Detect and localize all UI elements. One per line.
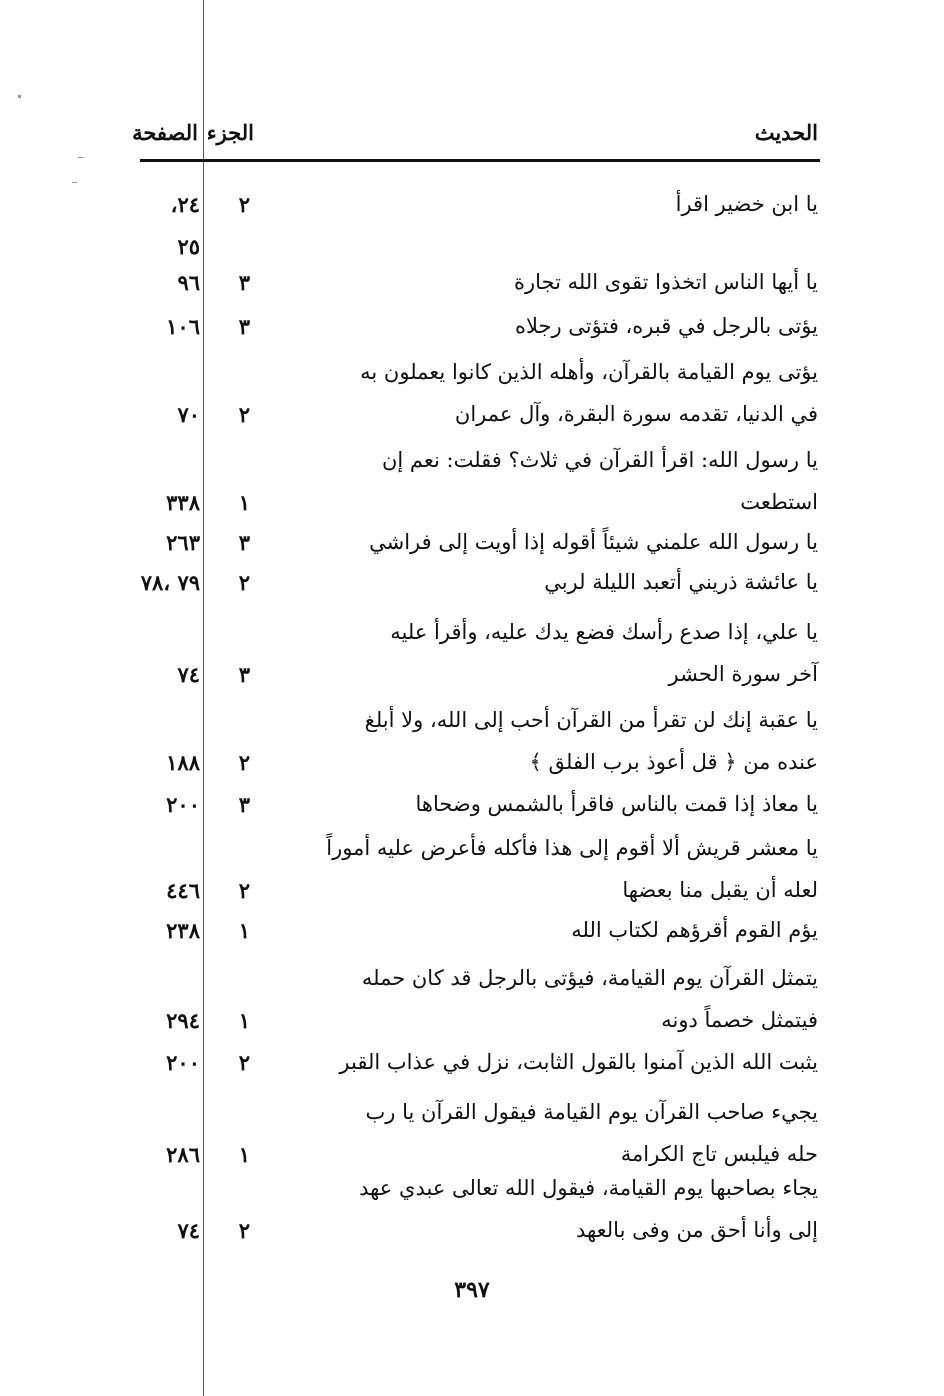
part-number: ٢ [238, 570, 250, 595]
hadith-text-line: استطعت [740, 490, 818, 514]
header-page: الصفحة [132, 120, 198, 145]
part-number: ١ [238, 918, 250, 943]
page-reference: ٧٤ [177, 662, 200, 687]
hadith-text-line: يا رسول الله علمني شيئاً أقوله إذا أويت إلى فراشي [369, 530, 818, 554]
hadith-text-line: يتمثل القرآن يوم القيامة، فيؤتى بالرجل قد كان حمله [361, 966, 818, 990]
hadith-text-line: يا معشر قريش ألا أقوم إلى هذا فأكله فأعرض عليه أموراً [326, 836, 818, 860]
hadith-text-line: لعله أن يقبل منا بعضها [622, 878, 818, 902]
part-number: ٢ [238, 402, 250, 427]
page-reference: ٧٤ [177, 1218, 200, 1243]
hadith-text-line: يثبت الله الذين آمنوا بالقول الثابت، نزل في عذاب القبر [339, 1050, 818, 1074]
part-number: ٢ [238, 750, 250, 775]
page-reference: ٢٠٠ [166, 792, 200, 817]
hadith-text-line: فيتمثل خصماً دونه [661, 1008, 818, 1032]
page-reference: ٢٣٨ [166, 918, 200, 943]
hadith-text-line: في الدنيا، تقدمه سورة البقرة، وآل عمران [454, 402, 818, 426]
column-divider-line [203, 0, 204, 1396]
page-reference: ٣٣٨ [166, 490, 200, 515]
margin-mark [18, 95, 21, 98]
part-number: ٣ [238, 662, 250, 687]
page-reference: ٩٦ [177, 270, 200, 295]
part-number: ٢ [238, 878, 250, 903]
part-number: ٢ [238, 1218, 250, 1243]
margin-mark [72, 182, 77, 183]
page-reference: ٢٦٣ [166, 530, 200, 555]
hadith-text-line: حله فيلبس تاج الكرامة [620, 1142, 818, 1166]
part-number: ٣ [238, 314, 250, 339]
hadith-text-line: يا معاذ إذا قمت بالناس فاقرأ بالشمس وضحاها [415, 792, 818, 816]
part-number: ٣ [238, 270, 250, 295]
page-reference: ٢٤، [170, 192, 200, 217]
hadith-text-line: يا رسول الله: اقرأ القرآن في ثلاث؟ فقلت: نعم إن [381, 448, 818, 472]
header-part: الجزء [206, 120, 254, 145]
page-reference: ١٠٦ [166, 314, 200, 339]
hadith-text-line: يؤتى بالرجل في قبره، فتؤتى رجلاه [514, 314, 818, 338]
part-number: ١ [238, 1008, 250, 1033]
part-number: ٢ [238, 1050, 250, 1075]
page-reference: ٢٠٠ [166, 1050, 200, 1075]
header-rule [140, 159, 820, 162]
header-hadith: الحديث [754, 120, 818, 145]
hadith-text-line: يؤم القوم أقرؤهم لكتاب الله [571, 918, 818, 942]
page-reference: ٧٠ [177, 402, 200, 427]
part-number: ٣ [238, 530, 250, 555]
hadith-text-line: يجيء صاحب القرآن يوم القيامة فيقول القرآن يا رب [365, 1100, 818, 1124]
margin-mark [78, 157, 84, 158]
hadith-text-line: يا علي، إذا صدع رأسك فضع يدك عليه، وأقرأ عليه [390, 620, 818, 644]
page-reference: ٢٥ [177, 234, 200, 259]
hadith-text-line: يا أيها الناس اتخذوا تقوى الله تجارة [513, 270, 818, 294]
hadith-text-line: آخر سورة الحشر [668, 662, 818, 686]
page-reference: ٢٨٦ [166, 1142, 200, 1167]
hadith-text-line: عنده من ﴿ قل أعوذ برب الفلق ﴾ [529, 750, 818, 774]
page-reference: ٤٤٦ [166, 878, 200, 903]
part-number: ٣ [238, 792, 250, 817]
hadith-text-line: يا ابن خضير اقرأ [675, 192, 818, 216]
page-reference: ٢٩٤ [166, 1008, 200, 1033]
hadith-text-line: يا عقبة إنك لن تقرأ من القرآن أحب إلى الله، ولا أبلغ [364, 708, 818, 732]
hadith-text-line: يجاء بصاحبها يوم القيامة، فيقول الله تعالى عبدي عهد [359, 1176, 818, 1200]
hadith-text-line: يا عائشة ذريني أتعبد الليلة لربي [544, 570, 818, 594]
hadith-text-line: إلى وأنا أحق من وفى بالعهد [575, 1218, 818, 1242]
part-number: ٢ [238, 192, 250, 217]
hadith-text-line: يؤتى يوم القيامة بالقرآن، وأهله الذين كانوا يعملون به [360, 360, 818, 384]
page-reference: ٧٩ ،٧٨ [140, 570, 200, 595]
page-number: ٣٩٧ [454, 1277, 490, 1303]
part-number: ١ [238, 490, 250, 515]
page-reference: ١٨٨ [166, 750, 200, 775]
part-number: ١ [238, 1142, 250, 1167]
